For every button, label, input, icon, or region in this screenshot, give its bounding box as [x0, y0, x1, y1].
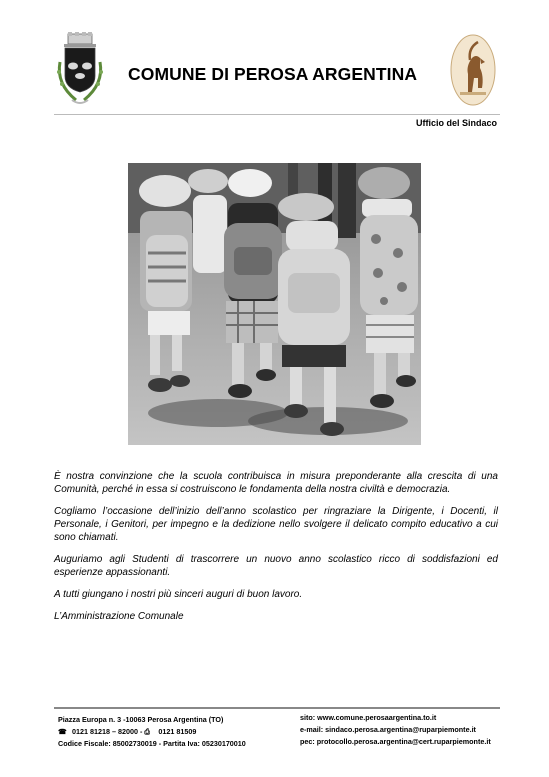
pec-link[interactable]: pec: protocollo.perosa.argentina@cert.ruparpiemonte.it [300, 737, 491, 746]
letter-body [54, 470, 498, 632]
office-label: Ufficio del Sindaco [415, 118, 497, 128]
municipal-crest-icon [54, 32, 106, 112]
tax-line: Codice Fiscale: 85002730019 - Partita Iva: 05230170010 [58, 739, 246, 748]
fax-number: 0121 81509 [158, 727, 197, 736]
footer-web [300, 712, 491, 748]
fax-icon: ⎙ [144, 727, 151, 736]
children-walking-photo [128, 163, 421, 445]
paragraph: È nostra convinzione che la scuola contribuisca in misura preponderante alla crescita di una Comunità, perché in essa si costruiscono le fondamenta della nostra civiltà e democrazia. [54, 471, 498, 495]
phone-icon: ☎ [58, 727, 67, 736]
signature: L’Amministrazione Comunale [54, 611, 184, 622]
paragraph: Cogliamo l’occasione dell’inizio dell’anno scolastico per ringraziare la Dirigente, i Docenti, il Personale, i Genitori, per impegno e la dedizione nello svolgere il delicato compito educativo a cui sono chiamati. [54, 506, 498, 543]
website-link[interactable]: sito: www.comune.perosaargentina.to.it [300, 713, 437, 722]
phone-line [58, 726, 246, 738]
paragraph: Auguriamo agli Studenti di trascorrere un nuovo anno scolastico ricco di soddisfazioni ed esperienze appassionanti. [54, 554, 498, 578]
header-divider [54, 114, 500, 115]
footer-contacts [58, 714, 246, 750]
phone-number: 0121 81218 – 82000 - [72, 727, 143, 736]
paragraph: A tutti giungano i nostri più sinceri auguri di buon lavoro. [54, 589, 303, 600]
address-line: Piazza Europa n. 3 -10063 Perosa Argentina (TO) [58, 715, 224, 724]
page-title: COMUNE DI PEROSA ARGENTINA [128, 64, 418, 84]
alpine-ibex-logo-icon [450, 34, 496, 106]
email-link[interactable]: e-mail: sindaco.perosa.argentina@ruparpiemonte.it [300, 725, 476, 734]
footer-divider [54, 707, 500, 709]
